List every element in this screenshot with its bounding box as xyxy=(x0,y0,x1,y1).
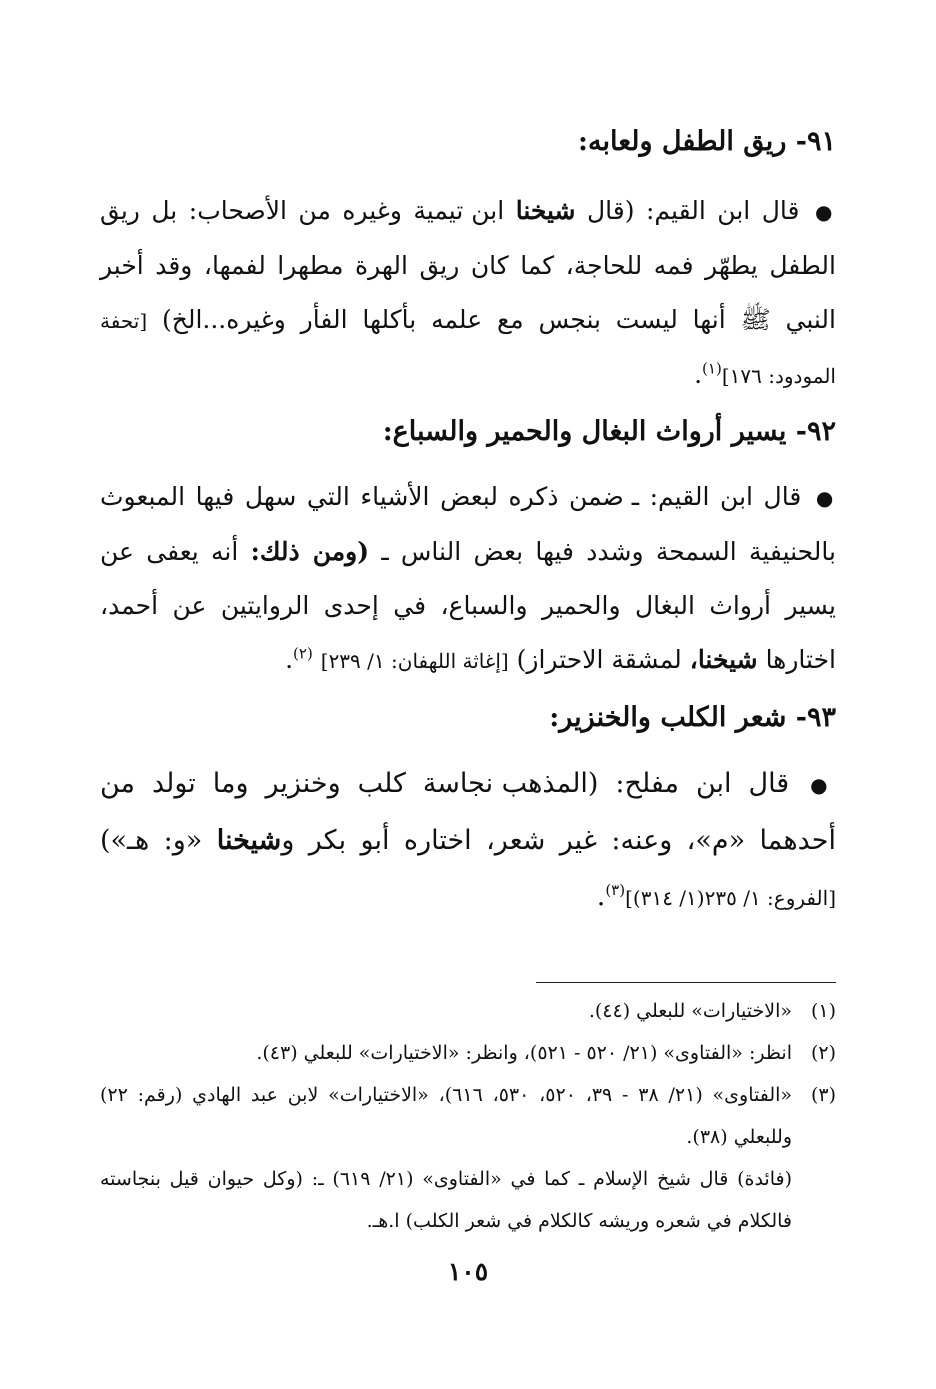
quote-open: (ومن ذلك: xyxy=(250,537,370,566)
quote-text: ابن تيمية وغيره من الأصحاب: بل ريق الطفل يطهّر فمه للحاجة، كما كان ريق الهرة مطهرا لفمها، وقد أخبر النبي ﷺ أنها ليست بنجس مع علمه بأكلها الفأر وغيره...الخ) xyxy=(100,196,836,334)
source-reference: [تحفة المودود: ١٧٦] xyxy=(100,309,836,388)
paragraph-end: . xyxy=(694,360,703,389)
source-reference: [الفروع: ١/ ٢٣٥(١/ ٣١٤)] xyxy=(625,886,836,910)
quote-text-end: لمشقة الاحتراز) xyxy=(516,645,682,674)
footnote-2 xyxy=(100,1032,836,1074)
paragraph-92 xyxy=(100,470,836,688)
speaker: قال ابن مفلح: xyxy=(615,768,790,799)
footnote-ref[interactable]: (١) xyxy=(702,359,722,378)
section-title: يسير أرواث البغال والحمير والسباع: xyxy=(382,416,787,447)
quote-intro: ـ ضمن ذكره لبعض الأشياء التي سهل فيها المبعوث بالحنيفية السمحة وشدد فيها بعض الناس ـ xyxy=(100,482,836,566)
paragraph-end: . xyxy=(596,881,606,912)
section-number: ٩٣- xyxy=(795,702,836,733)
section-number: ٩١- xyxy=(795,126,836,157)
section-heading-91 xyxy=(100,122,836,162)
section-number: ٩٢- xyxy=(795,416,836,447)
paragraph-93 xyxy=(100,756,836,926)
bullet-icon: ● xyxy=(815,486,836,510)
footnote-number: (٣) xyxy=(810,1084,836,1106)
speaker: قال ابن القيم: xyxy=(646,196,800,225)
footnote-1 xyxy=(100,990,836,1032)
quote-open: (قال xyxy=(587,196,635,225)
section-heading-93 xyxy=(100,698,836,738)
section-heading-92 xyxy=(100,412,836,452)
footnote-ref[interactable]: (٣) xyxy=(605,881,626,899)
section-title: ريق الطفل ولعابه: xyxy=(578,126,787,157)
footnote-number: (٢) xyxy=(810,1042,836,1064)
section-title: شعر الكلب والخنزير: xyxy=(549,702,787,733)
paragraph-end: . xyxy=(285,645,294,674)
footnote-text: انظر: «الفتاوى» (٢١/ ٥٢٠ - ٥٢١)، وانظر: «الاختيارات» للبعلي (٤٣). xyxy=(256,1042,792,1064)
paragraph-91 xyxy=(100,184,836,403)
speaker: قال ابن القيم: xyxy=(649,482,802,511)
quote-text: أنه يعفى عن يسير أرواث البغال والحمير والسباع، في إحدى الروايتين عن أحمد، اختارها xyxy=(100,537,836,674)
bullet-icon: ● xyxy=(814,200,836,224)
source-reference: [إغاثة اللهفان: ١/ ٢٣٩] xyxy=(320,649,509,673)
page-number: ١٠٥ xyxy=(447,1257,489,1286)
quote-text: (المذهب نجاسة كلب وخنزير وما تولد من أحدهما «م»، وعنه: غير شعر، اختاره أبو بكر و xyxy=(100,768,836,856)
footnote-text: «الفتاوى» (٢١/ ٣٨ - ٣٩، ٥٢٠، ٥٣٠، ٦١٦)، «الاختيارات» لابن عبد الهادي (رقم: ٢٢) وللبعلي (٣٨). xyxy=(100,1084,793,1148)
bullet-icon: ● xyxy=(810,773,836,797)
emphasis: شيخنا xyxy=(216,825,282,856)
emphasis: شيخنا xyxy=(515,196,576,225)
footnote-ref[interactable]: (٢) xyxy=(293,644,313,663)
footnote-3 xyxy=(100,1074,836,1158)
footnote-divider xyxy=(536,982,836,983)
footnotes xyxy=(100,990,836,1242)
footnote-number: (١) xyxy=(810,1000,836,1022)
quote-text-end: «و: هـ») xyxy=(100,825,203,856)
footnote-text: «الاختيارات» للبعلي (٤٤). xyxy=(588,1000,792,1022)
benefit-note: (فائدة) قال شيخ الإسلام ـ كما في «الفتاوى» (٢١/ ٦١٩) ـ: (وكل حيوان قيل بنجاسته فالكلام في شعره وريشه كالكلام في شعر الكلب) ا.هـ. xyxy=(100,1168,792,1232)
emphasis: شيخنا، xyxy=(689,645,758,674)
